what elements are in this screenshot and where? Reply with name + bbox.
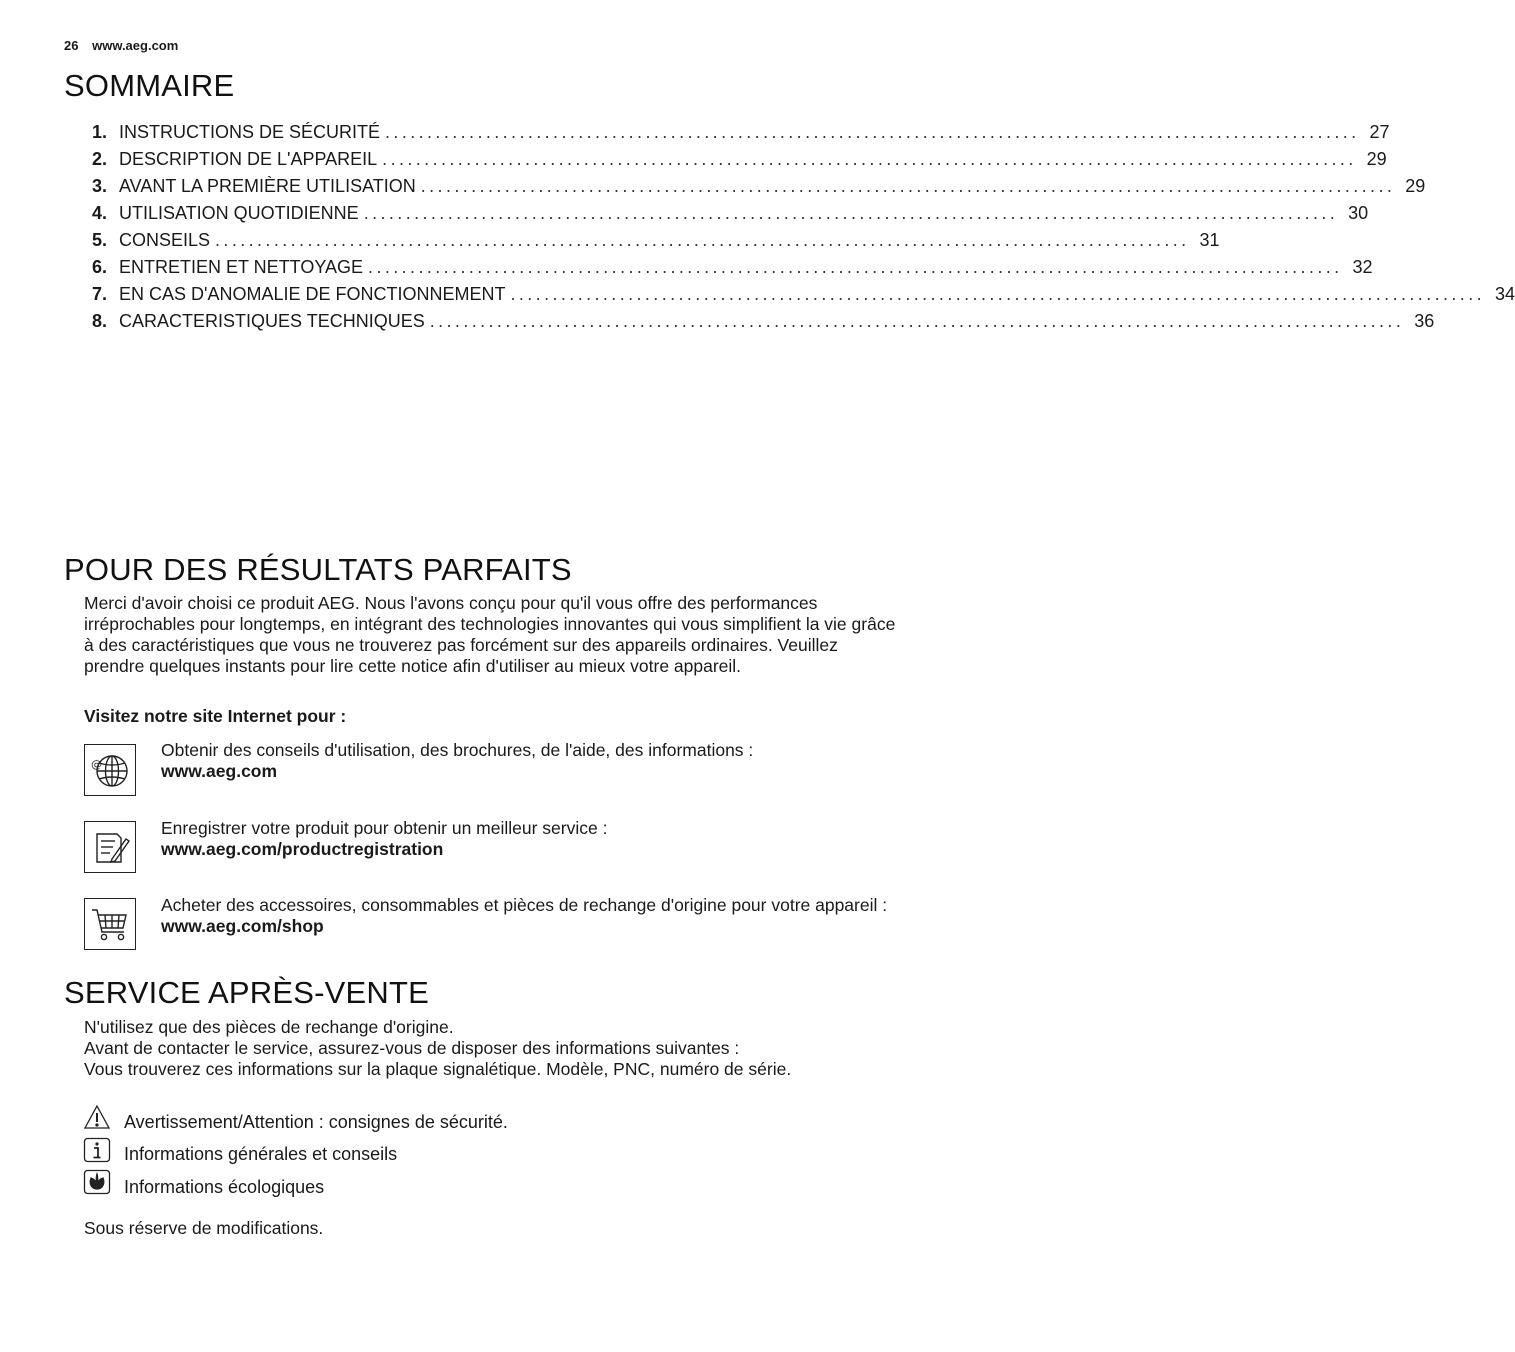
toc-item-page: 32 [1352, 257, 1373, 277]
toc-item[interactable] [92, 284, 1515, 311]
shopping-cart-icon [84, 898, 136, 950]
visit-label: Visitez notre site Internet pour : [84, 706, 347, 726]
info-icon [84, 1137, 110, 1163]
toc-item-number: 3. [92, 176, 108, 196]
visit-item [161, 740, 901, 782]
svg-text:@: @ [91, 758, 102, 771]
service-line: Avant de contacter le service, assurez-vous de disposer des informations suivantes : [84, 1038, 740, 1058]
toc-item-label: ENTRETIEN ET NETTOYAGE [119, 257, 364, 277]
visit-item [161, 895, 901, 937]
visit-item-link[interactable]: www.aeg.com [161, 761, 278, 781]
toc-item-number: 1. [92, 122, 108, 142]
toc-item-page: 36 [1414, 311, 1435, 331]
visit-item-text: Acheter des accessoires, consommables et pièces de rechange d'origine pour votre appareil : [161, 895, 888, 915]
visit-item [161, 818, 901, 860]
visit-item-text: Obtenir des conseils d'utilisation, des brochures, de l'aide, des informations : [161, 740, 754, 760]
note-text: Informations écologiques [124, 1177, 325, 1197]
toc-item-label: CONSEILS [119, 230, 211, 250]
toc-leader-dots: .................................................................................................................... [368, 257, 1343, 277]
toc-item-label: CARACTERISTIQUES TECHNIQUES [119, 311, 425, 331]
toc-leader-dots: .................................................................................................................... [429, 311, 1405, 331]
toc-item-label: DESCRIPTION DE L'APPAREIL [119, 149, 378, 169]
page-number: 26 [64, 38, 79, 53]
table-of-contents [92, 122, 1515, 338]
registration-icon [84, 821, 136, 873]
toc-item[interactable] [92, 311, 1435, 338]
note-text: Avertissement/Attention : consignes de sécurité. [124, 1112, 508, 1132]
toc-item[interactable] [92, 257, 1373, 284]
toc-item[interactable] [92, 203, 1369, 230]
toc-item-page: 31 [1199, 230, 1220, 250]
toc-leader-dots: .................................................................................................................... [363, 203, 1339, 223]
toc-item[interactable] [92, 230, 1220, 257]
toc-item-number: 5. [92, 230, 108, 250]
service-line: N'utilisez que des pièces de rechange d'origine. [84, 1017, 454, 1037]
warning-icon [84, 1104, 110, 1130]
toc-item[interactable] [92, 122, 1390, 149]
toc-item-number: 4. [92, 203, 108, 223]
toc-item[interactable] [92, 149, 1387, 176]
toc-item-page: 29 [1405, 176, 1426, 196]
visit-item-link[interactable]: www.aeg.com/shop [161, 916, 324, 936]
toc-item-page: 30 [1348, 203, 1369, 223]
toc-item[interactable] [92, 176, 1426, 203]
toc-leader-dots: .................................................................................................................... [420, 176, 1396, 196]
toc-item-label: AVANT LA PREMIÈRE UTILISATION [119, 176, 416, 196]
note-text: Informations générales et conseils [124, 1144, 398, 1164]
globe-icon [84, 744, 136, 796]
page-header [64, 38, 178, 53]
toc-item-label: UTILISATION QUOTIDIENNE [119, 203, 359, 223]
visit-item-text: Enregistrer votre produit pour obtenir un meilleur service : [161, 818, 608, 838]
toc-leader-dots: .................................................................................................................... [215, 230, 1190, 250]
toc-item-page: 34 [1494, 284, 1515, 304]
service-line: Vous trouverez ces informations sur la plaque signalétique. Modèle, PNC, numéro de série. [84, 1059, 792, 1079]
results-intro: Merci d'avoir choisi ce produit AEG. Nous l'avons conçu pour qu'il vous offre des performances irréprochables pour longtemps, en intégrant des technologies innovantes qui vous simplifient la vie grâce à des caractéristiques que vous ne trouverez pas forcément sur des appareils ordinaires. Veuillez prendre quelques instants pour lire cette notice afin d'utiliser au mieux votre appareil. [84, 593, 896, 676]
footer-note: Sous réserve de modifications. [84, 1218, 324, 1238]
eco-icon [84, 1169, 110, 1195]
results-title: POUR DES RÉSULTATS PARFAITS [64, 552, 572, 587]
toc-leader-dots: .................................................................................................................... [385, 122, 1360, 142]
toc-title: SOMMAIRE [64, 68, 235, 103]
toc-item-label: EN CAS D'ANOMALIE DE FONCTIONNEMENT [119, 284, 506, 304]
toc-item-page: 27 [1369, 122, 1390, 142]
header-url: www.aeg.com [92, 38, 179, 53]
toc-leader-dots: .................................................................................................................... [510, 284, 1485, 304]
toc-item-label: INSTRUCTIONS DE SÉCURITÉ [119, 122, 381, 142]
visit-item-link[interactable]: www.aeg.com/productregistration [161, 839, 444, 859]
toc-item-number: 6. [92, 257, 108, 277]
toc-item-page: 29 [1366, 149, 1387, 169]
toc-item-number: 8. [92, 311, 108, 331]
service-title: SERVICE APRÈS-VENTE [64, 975, 430, 1010]
toc-leader-dots: .................................................................................................................... [382, 149, 1357, 169]
toc-item-number: 2. [92, 149, 108, 169]
toc-item-number: 7. [92, 284, 108, 304]
